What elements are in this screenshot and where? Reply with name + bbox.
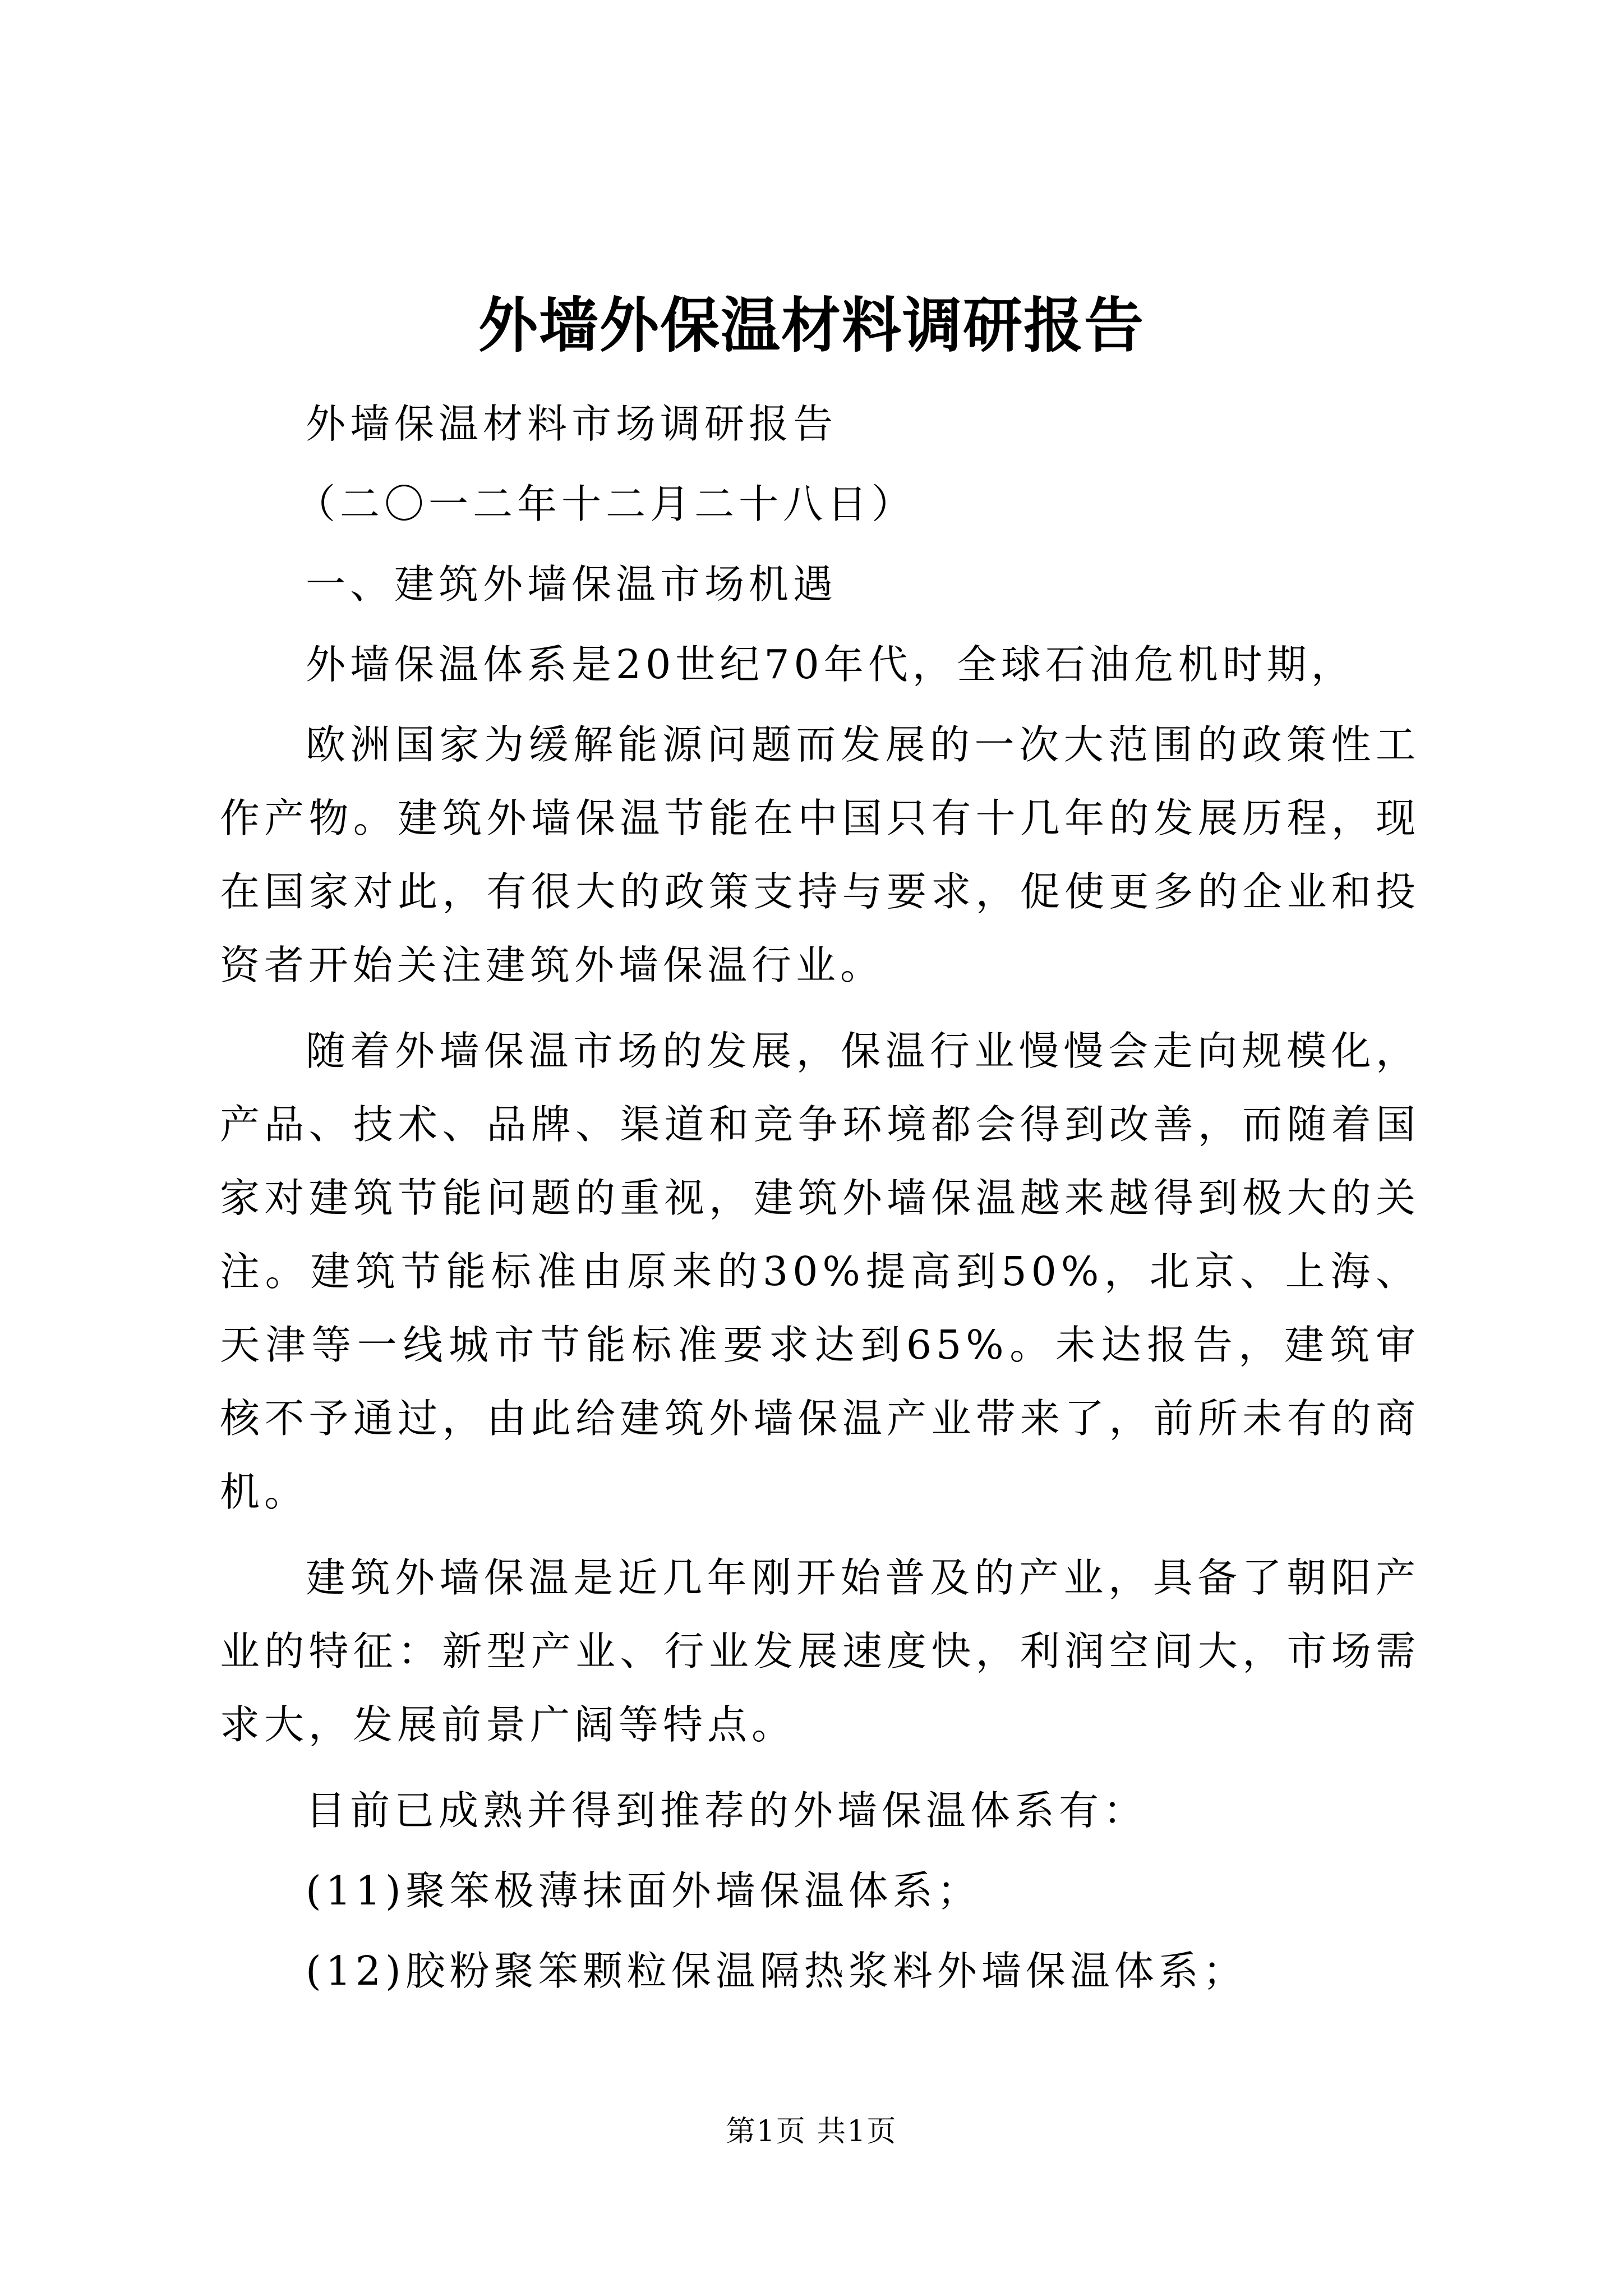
document-body: [220, 387, 1420, 2008]
body-paragraph: 欧洲国家为缓解能源问题而发展的一次大范围的政策性工作产物。建筑外墙保温节能在中国只有十几年的发展历程，现在国家对此，有很大的政策支持与要求，促使更多的企业和投资者开始关注建筑外墙保温行业。: [220, 721, 1420, 988]
subtitle-paragraph: 外墙保温材料市场调研报告: [306, 401, 838, 447]
body-paragraph: 外墙保温体系是20世纪70年代，全球石油危机时期，: [306, 641, 1355, 688]
body-paragraph: 随着外墙保温市场的发展，保温行业慢慢会走向规模化，产品、技术、品牌、渠道和竞争环境都会得到改善，而随着国家对建筑节能问题的重视，建筑外墙保温越来越得到极大的关注。建筑节能标准由原来的30%提高到50%，北京、上海、天津等一线城市节能标准要求达到65%。未达报告，建筑审核不予通过，由此给建筑外墙保温产业带来了，前所未有的商机。: [220, 1028, 1420, 1515]
list-intro: 目前已成熟并得到推荐的外墙保温体系有：: [306, 1787, 1148, 1834]
date-paragraph: （二〇一二年十二月二十八日）: [296, 481, 916, 527]
list-item: (12)胶粉聚笨颗粒保温隔热浆料外墙保温体系；: [306, 1948, 1247, 1994]
section-heading: 一、建筑外墙保温市场机遇: [306, 561, 838, 608]
page-footer: 第1页 共1页: [726, 2115, 897, 2148]
document-title: 外墙外保温材料调研报告: [478, 290, 1145, 360]
body-paragraph: 建筑外墙保温是近几年刚开始普及的产业，具备了朝阳产业的特征：新型产业、行业发展速度快，利润空间大，市场需求大，发展前景广阔等特点。: [220, 1554, 1420, 1748]
list-item: (11)聚笨极薄抹面外墙保温体系；: [306, 1867, 981, 1914]
